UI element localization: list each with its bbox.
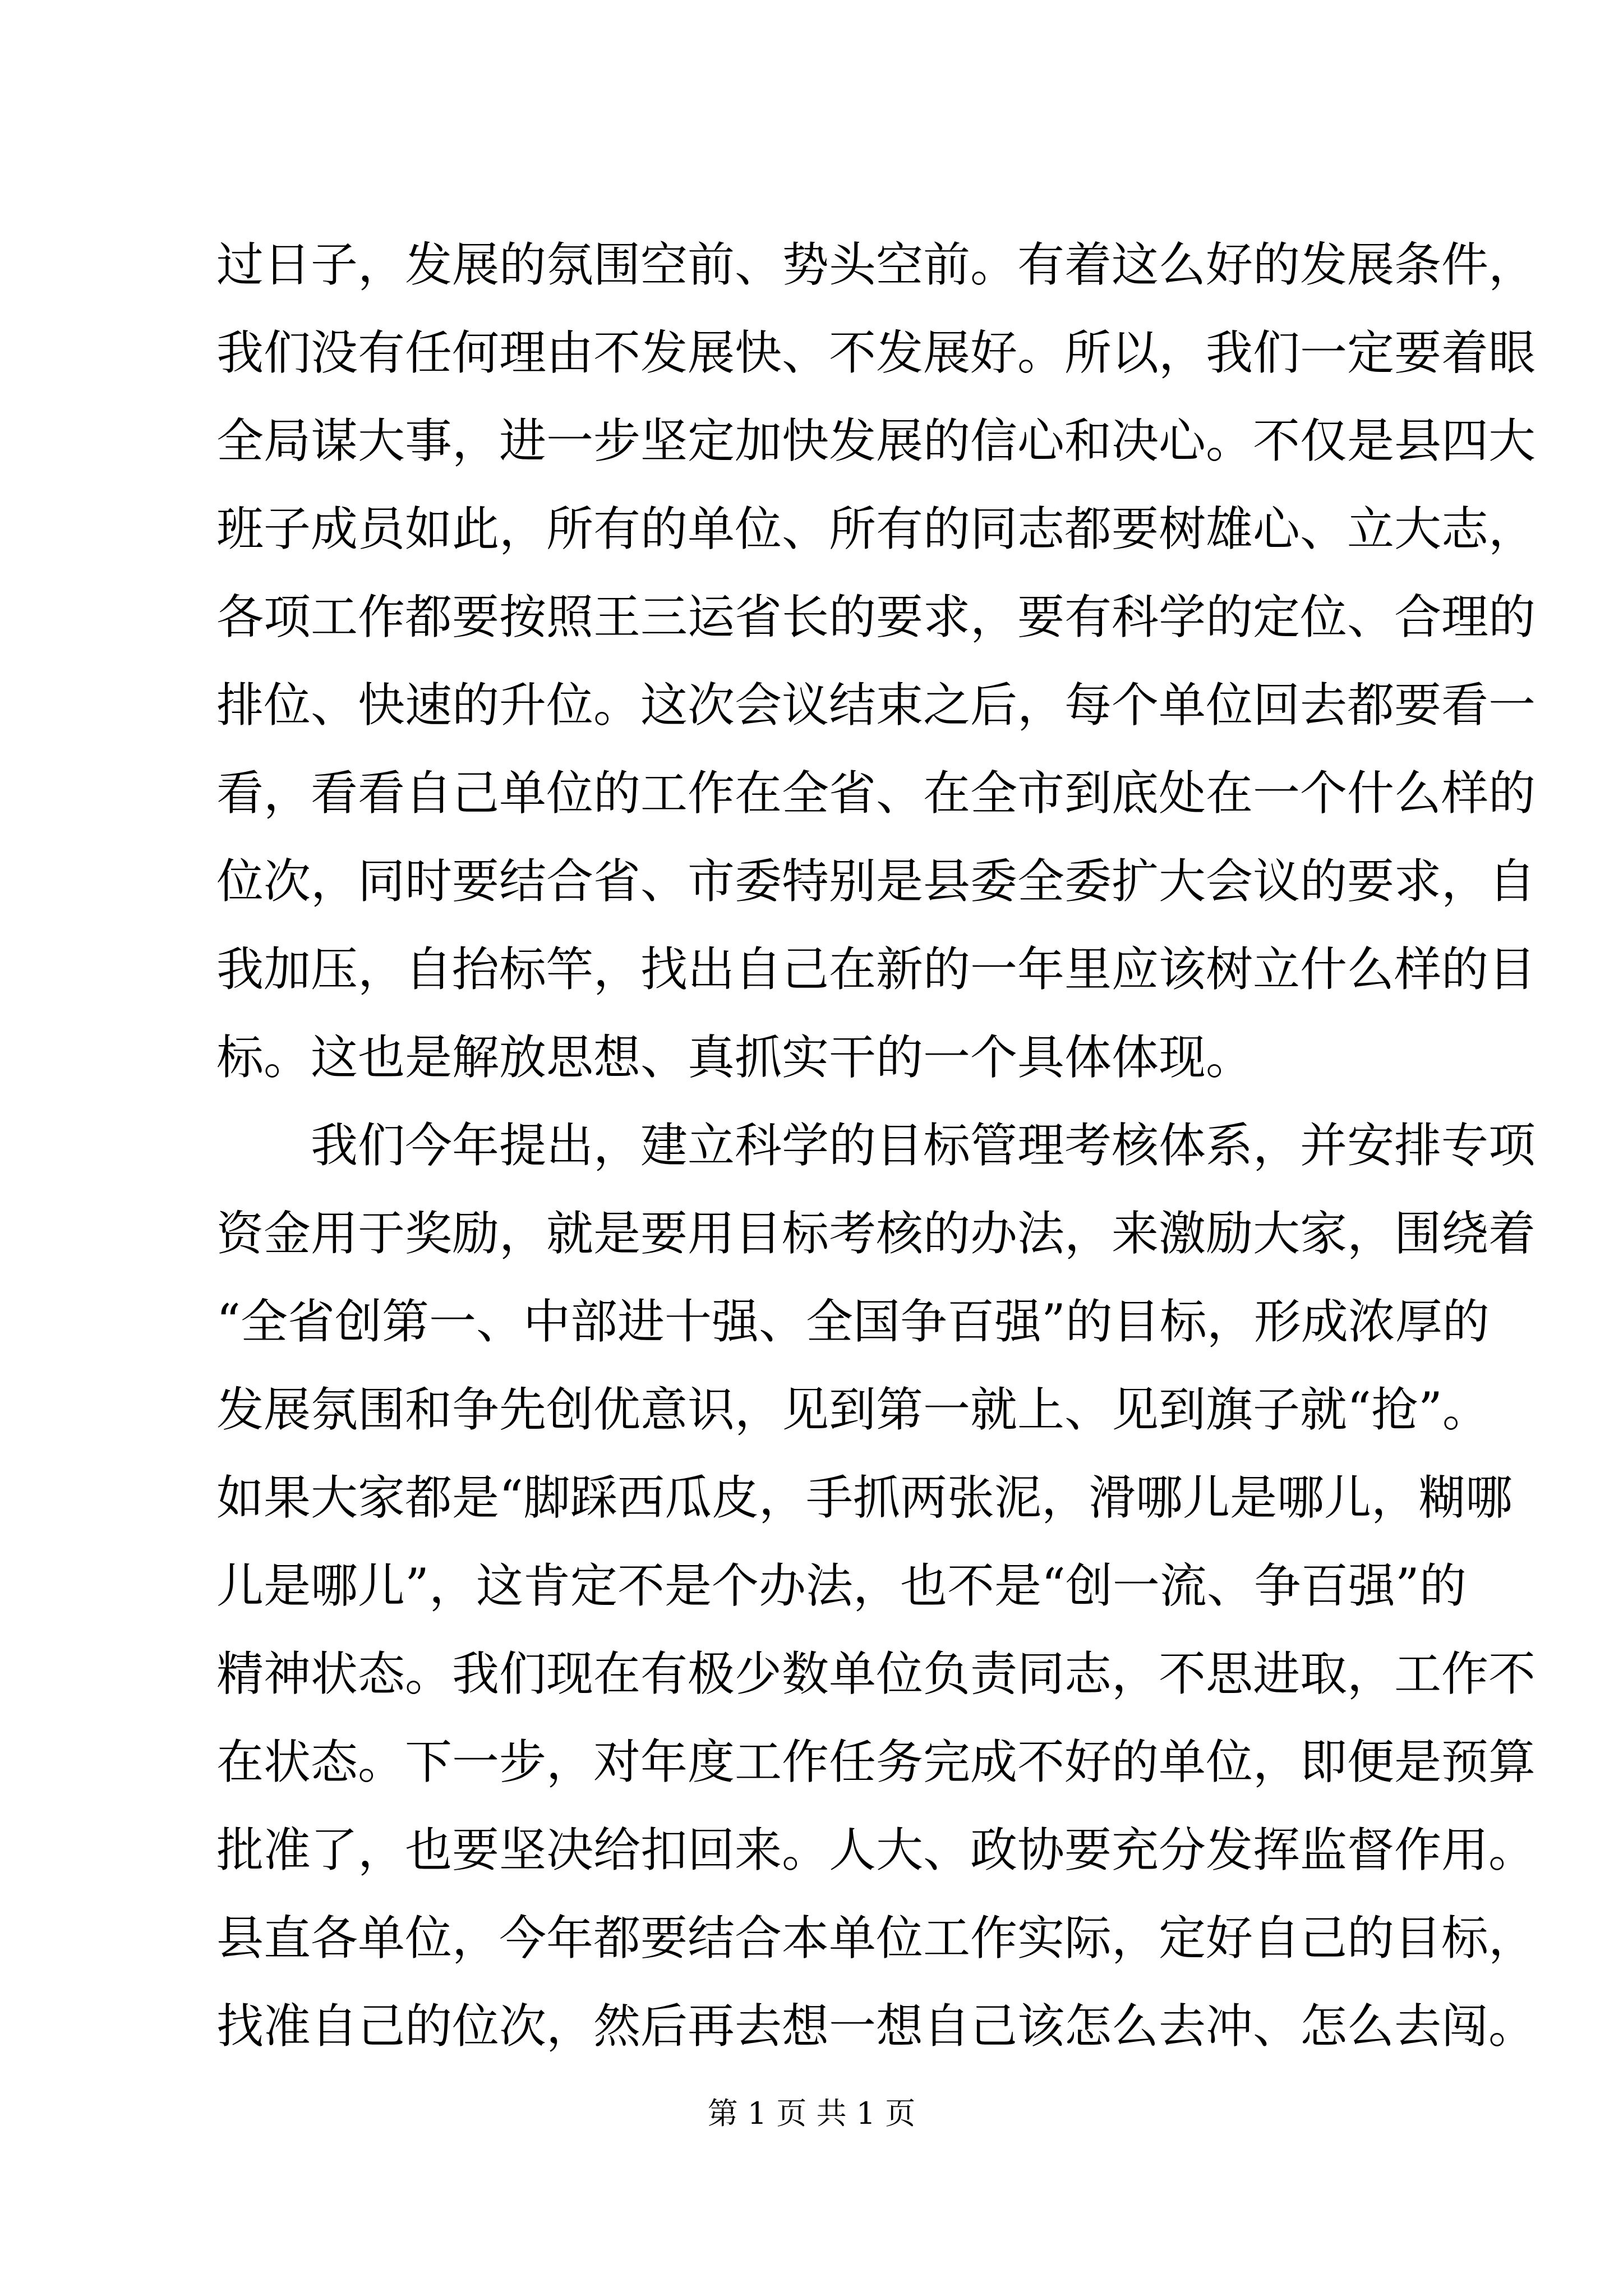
text-line: 发展氛围和争先创优意识，见到第一就上、见到旗子就“抢”。 xyxy=(216,1382,1490,1437)
text-line: 班子成员如此，所有的单位、所有的同志都要树雄心、立大志， xyxy=(216,501,1536,556)
text-line: 我加压，自抬标竿，找出自己在新的一年里应该树立什么样的目 xyxy=(216,942,1536,997)
text-line: 我们今年提出，建立科学的目标管理考核体系，并安排专项 xyxy=(311,1118,1536,1173)
text-line: 排位、快速的升位。这次会议结束之后，每个单位回去都要看一 xyxy=(216,678,1536,733)
text-line: 资金用于奖励，就是要用目标考核的办法，来激励大家，围绕着 xyxy=(216,1206,1536,1261)
text-line: 过日子，发展的氛围空前、势头空前。有着这么好的发展条件， xyxy=(216,237,1536,292)
text-line: 精神状态。我们现在有极少数单位负责同志，不思进取，工作不 xyxy=(216,1646,1536,1701)
text-line: 位次，同时要结合省、市委特别是县委全委扩大会议的要求，自 xyxy=(216,854,1536,909)
text-line: 各项工作都要按照王三运省长的要求，要有科学的定位、合理的 xyxy=(216,590,1536,645)
text-line: “全省创第一、中部进十强、全国争百强”的目标，形成浓厚的 xyxy=(216,1294,1490,1349)
text-line: 我们没有任何理由不发展快、不发展好。所以，我们一定要着眼 xyxy=(216,325,1536,380)
text-line: 看，看看自己单位的工作在全省、在全市到底处在一个什么样的 xyxy=(216,766,1536,821)
text-line: 县直各单位，今年都要结合本单位工作实际，定好自己的目标， xyxy=(216,1911,1536,1966)
text-line: 批准了，也要坚决给扣回来。人大、政协要充分发挥监督作用。 xyxy=(216,1823,1536,1878)
body-text xyxy=(216,221,1536,2070)
text-line: 找准自己的位次，然后再去想一想自己该怎么去冲、怎么去闯。 xyxy=(216,1999,1536,2054)
page-number: 第 1 页 共 1 页 xyxy=(707,2096,916,2131)
text-line: 全局谋大事，进一步坚定加快发展的信心和决心。不仅是县四大 xyxy=(216,413,1536,468)
text-line: 在状态。下一步，对年度工作任务完成不好的单位，即便是预算 xyxy=(216,1734,1536,1789)
text-line: 儿是哪儿”，这肯定不是个办法，也不是“创一流、争百强”的 xyxy=(216,1558,1467,1613)
text-line: 标。这也是解放思想、真抓实干的一个具体体现。 xyxy=(216,1030,1253,1085)
text-line: 如果大家都是“脚踩西瓜皮，手抓两张泥，滑哪儿是哪儿，糊哪 xyxy=(216,1470,1513,1525)
